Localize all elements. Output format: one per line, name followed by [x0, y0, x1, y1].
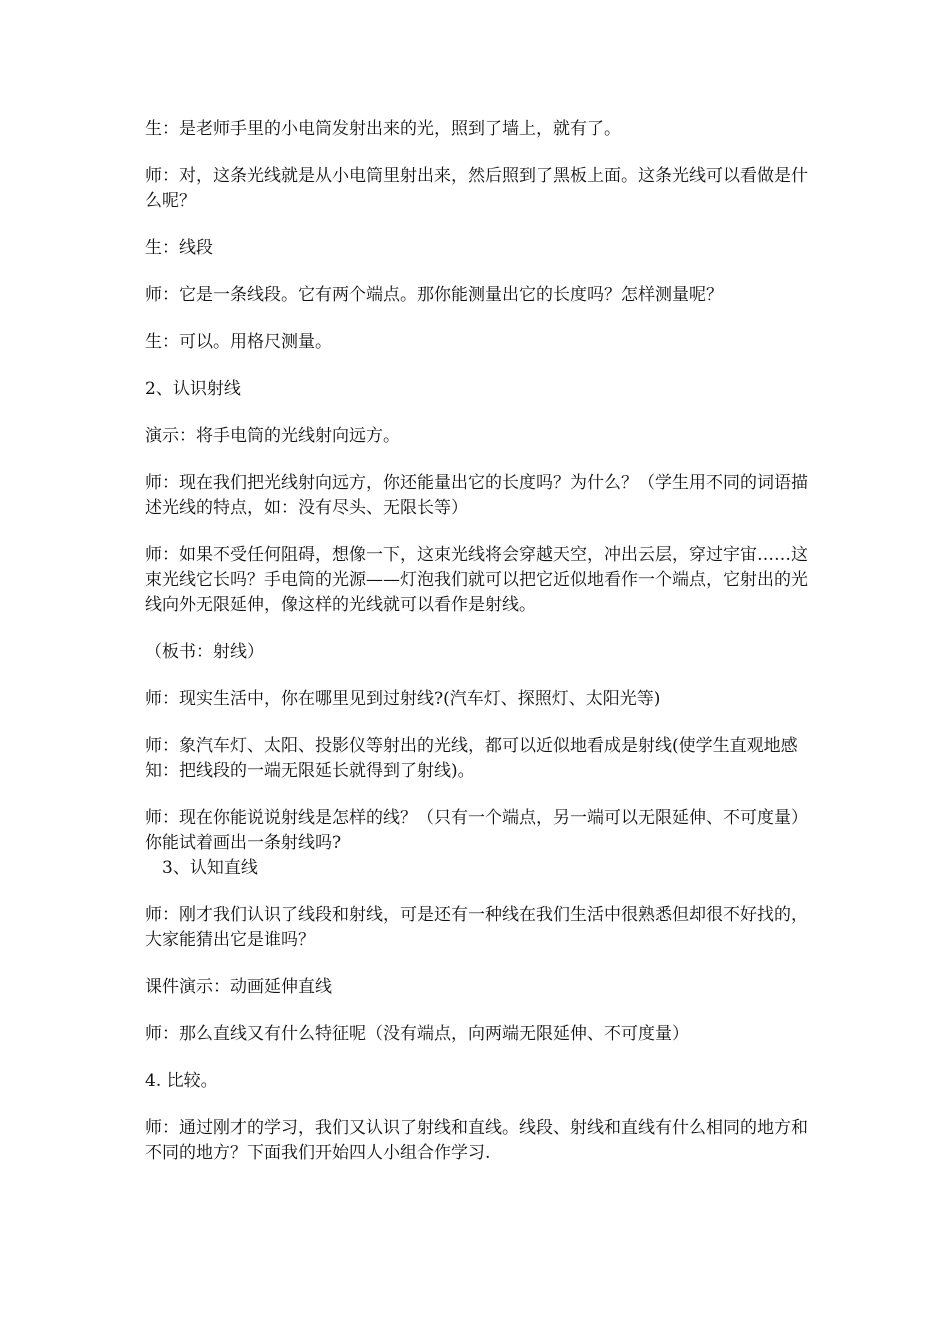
paragraph-student-measure: 生：可以。用格尺测量。: [145, 332, 332, 352]
paragraph-teacher-far-light: 师：现在我们把光线射向远方，你还能量出它的长度吗？为什么？（学生用不同的词语描述光线的特点，如：没有尽头、无限长等）: [145, 473, 808, 518]
paragraph-teacher-line-segment: 师：它是一条线段。它有两个端点。那你能测量出它的长度吗？怎样测量呢？: [145, 285, 723, 305]
paragraph-student-answer-2: 生：线段: [145, 238, 213, 258]
paragraph-teacher-ray-definition: 师：现在你能说说射线是怎样的线？（只有一个端点，另一端可以无限延伸、不可度量）你能试着画出一条射线吗?: [145, 808, 808, 853]
paragraph-teacher-line-intro: 师：刚才我们认识了线段和射线，可是还有一种线在我们生活中很熟悉但却很不好找的，大家能猜出它是谁吗？: [145, 905, 808, 950]
section-heading-compare: 4. 比较。: [145, 1071, 218, 1091]
section-heading-ray: 2、认识射线: [145, 379, 241, 399]
section-heading-line: 3、认知直线: [162, 858, 258, 878]
paragraph-teacher-question-1: 师：对，这条光线就是从小电筒里射出来，然后照到了黑板上面。这条光线可以看做是什么呢？: [145, 166, 808, 211]
paragraph-student-answer-1: 生：是老师手里的小电筒发射出来的光，照到了墙上，就有了。: [145, 119, 621, 139]
paragraph-teacher-ray-examples: 师：象汽车灯、太阳、投影仪等射出的光线，都可以近似地看成是射线(使学生直观地感知：把线段的一端无限延长就得到了射线)。: [145, 736, 798, 781]
paragraph-courseware-demo: 课件演示：动画延伸直线: [145, 977, 332, 997]
paragraph-teacher-real-life: 师：现实生活中，你在哪里见到过射线?(汽车灯、探照灯、太阳光等): [145, 689, 661, 709]
paragraph-teacher-ray-description: 师：如果不受任何阻碍，想像一下，这束光线将会穿越天空，冲出云层，穿过宇宙……这束光线它长吗？手电筒的光源——灯泡我们就可以把它近似地看作一个端点，它射出的光线向外无限延伸，像这样的光线就可以看作是射线。: [145, 545, 808, 615]
paragraph-teacher-group-study: 师：通过刚才的学习，我们又认识了射线和直线。线段、射线和直线有什么相同的地方和不同的地方？下面我们开始四人小组合作学习.: [145, 1118, 808, 1163]
paragraph-demo-flashlight: 演示：将手电筒的光线射向远方。: [145, 426, 400, 446]
paragraph-teacher-line-features: 师：那么直线又有什么特征呢（没有端点，向两端无限延伸、不可度量）: [145, 1024, 689, 1044]
document-body: [145, 117, 810, 1188]
paragraph-board-note: （板书：射线）: [145, 642, 264, 662]
